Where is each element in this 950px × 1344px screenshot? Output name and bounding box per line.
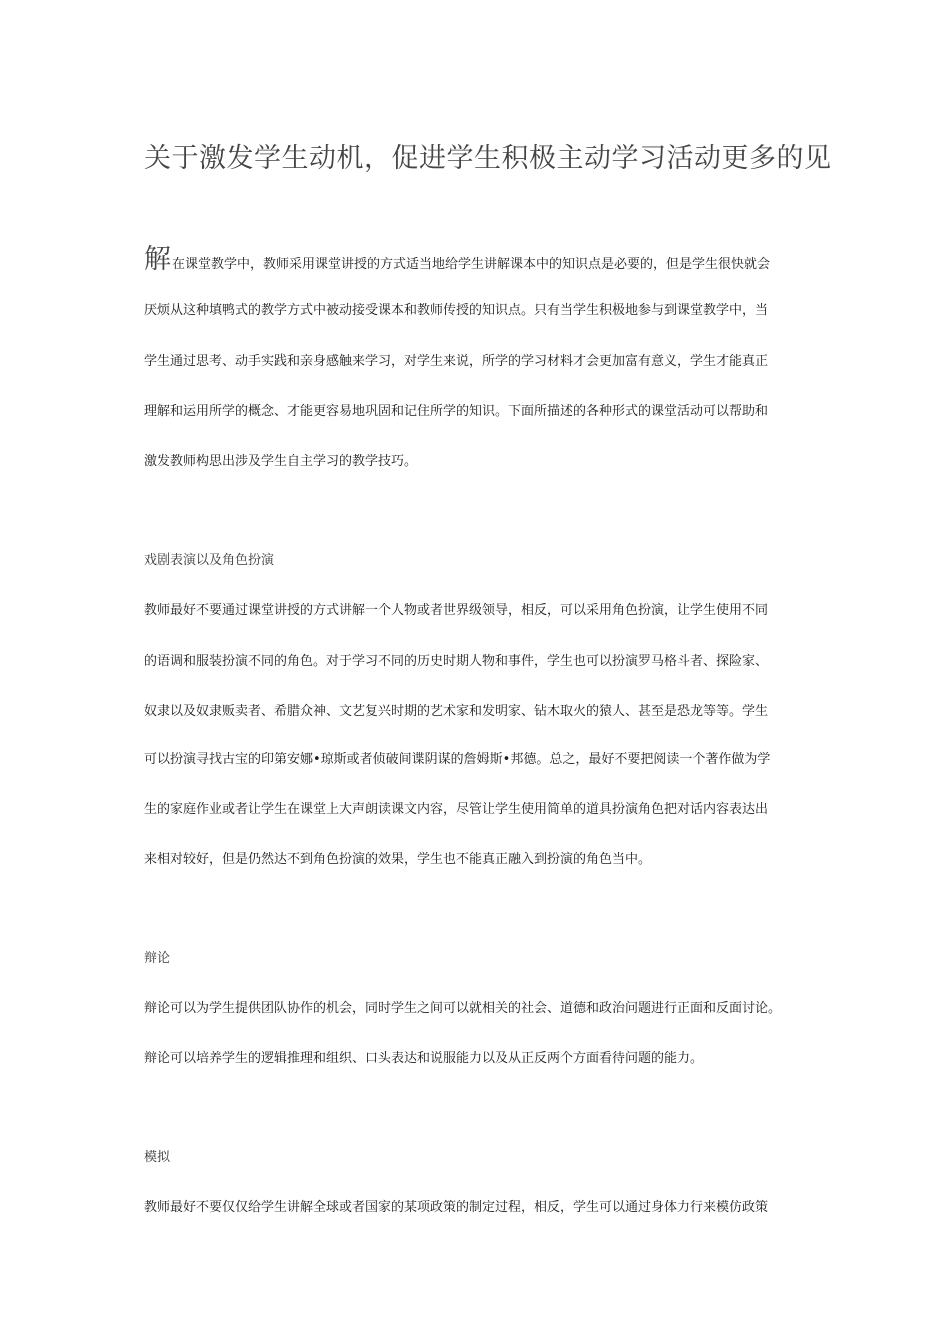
drama-line-4: 可以扮演寻找古宝的印第安娜•琼斯或者侦破间谍阴谋的詹姆斯•邦德。总之，最好不要把阅读一个著作做为学 (144, 752, 771, 767)
document-title: 关于激发学生动机，促进学生积极主动学习活动更多的见 (144, 143, 832, 174)
drama-line-1: 教师最好不要通过课堂讲授的方式讲解一个人物或者世界级领导，相反，可以采用角色扮演，让学生使用不同 (144, 603, 769, 618)
drama-line-3: 奴隶以及奴隶贩卖者、希腊众神、文艺复兴时期的艺术家和发明家、钻木取火的猿人、甚至是恐龙等等。学生 (144, 704, 769, 719)
section-heading-simulation: 模拟 (144, 1150, 171, 1165)
debate-line-2: 辩论可以培养学生的逻辑推理和组织、口头表达和说服能力以及从正反两个方面看待问题的能力。 (144, 1051, 704, 1066)
section-heading-debate: 辩论 (144, 951, 171, 966)
intro-text-1: 在课堂教学中，教师采用课堂讲授的方式适当地给学生讲解课本中的知识点是必要的，但是学生很快就会 (172, 257, 771, 272)
drama-line-2: 的语调和服装扮演不同的角色。对于学习不同的历史时期人物和事件，学生也可以扮演罗马格斗者、探险家、 (144, 654, 769, 669)
title-last-char: 解 (144, 244, 171, 275)
section-heading-drama: 戏剧表演以及角色扮演 (144, 553, 275, 568)
intro-line-5: 激发教师构思出涉及学生自主学习的教学技巧。 (144, 454, 418, 469)
debate-line-1: 辩论可以为学生提供团队协作的机会，同时学生之间可以就相关的社会、道德和政治问题进行正面和反面讨论。 (144, 1001, 782, 1016)
intro-line-4: 理解和运用所学的概念、才能更容易地巩固和记住所学的知识。下面所描述的各种形式的课堂活动可以帮助和 (144, 404, 769, 419)
simulation-line-1: 教师最好不要仅仅给学生讲解全球或者国家的某项政策的制定过程，相反，学生可以通过身体力行来模仿政策 (144, 1200, 769, 1215)
intro-line-3: 学生通过思考、动手实践和亲身感触来学习，对学生来说，所学的学习材料才会更加富有意义，学生才能真正 (144, 354, 769, 369)
drama-line-5: 生的家庭作业或者让学生在课堂上大声朗读课文内容，尽管让学生使用简单的道具扮演角色把对话内容表达出 (144, 802, 769, 817)
intro-line-2: 厌烦从这种填鸭式的教学方式中被动接受课本和教师传授的知识点。只有当学生积极地参与到课堂教学中，当 (144, 303, 769, 318)
intro-line-1 (144, 246, 770, 273)
drama-line-6: 来相对较好，但是仍然达不到角色扮演的效果，学生也不能真正融入到扮演的角色当中。 (144, 852, 652, 867)
